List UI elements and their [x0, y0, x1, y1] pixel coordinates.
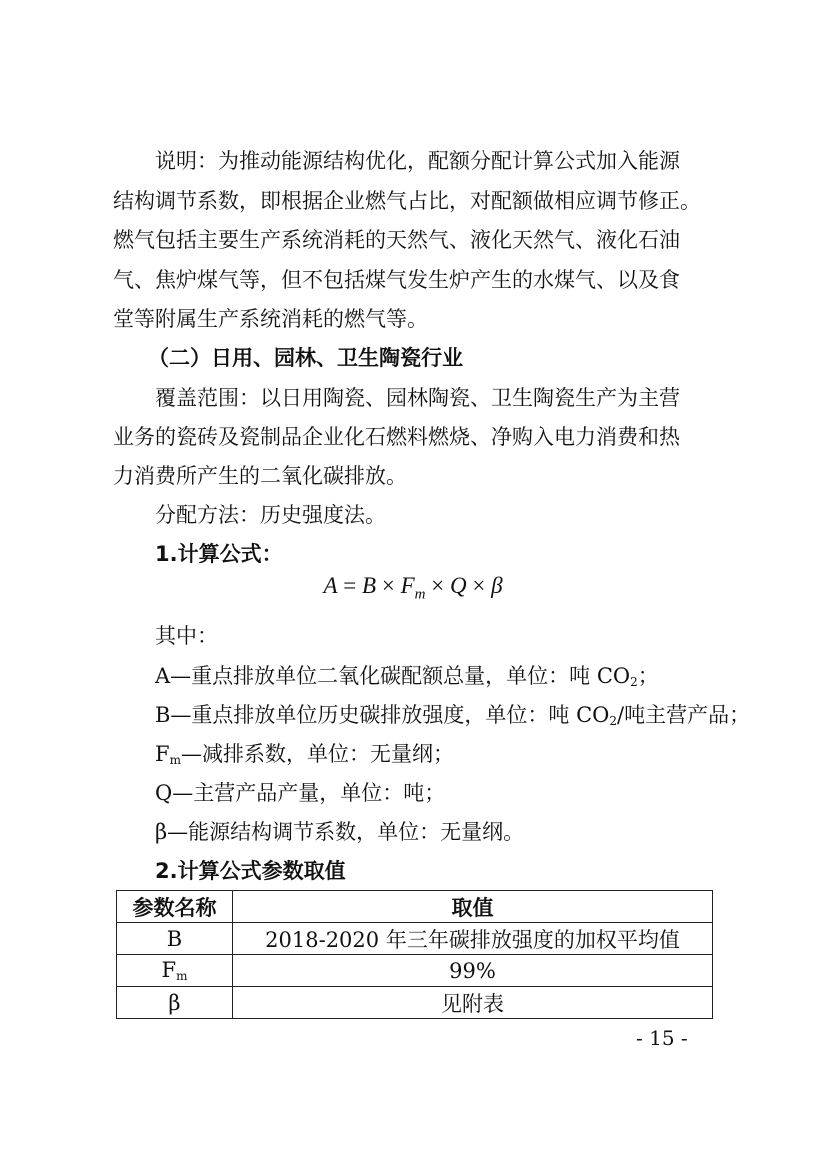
formula-times-2: × [425, 573, 450, 598]
params-heading: 2.计算公式参数取值 [155, 859, 346, 883]
definition-q: Q—主营产品产量，单位：吨； [155, 781, 446, 805]
definition-a-post: ； [637, 664, 659, 688]
formula-f: F [400, 573, 415, 598]
table-cell-name [117, 955, 233, 987]
table-header-value: 取值 [233, 891, 713, 923]
table-cell-value: 2018-2020 年三年碳排放强度的加权平均值 [233, 923, 713, 955]
formula-times-3: × [466, 573, 492, 598]
formula-heading: 1.计算公式： [155, 542, 283, 566]
method-line: 分配方法：历史强度法。 [155, 503, 386, 527]
explanation-line-3: 燃气包括主要生产系统消耗的天然气、液化天然气、液化石油 [113, 228, 680, 252]
definition-beta: β—能源结构调节系数，单位：无量纲。 [155, 820, 525, 844]
page-number: - 15 - [636, 1026, 688, 1050]
section-heading: （二）日用、园林、卫生陶瓷行业 [148, 346, 463, 370]
definition-a-sub: 2 [630, 675, 638, 689]
definition-a [155, 660, 765, 698]
table-cell-name [117, 987, 233, 1019]
explanation-line-4: 气、焦炉煤气等，但不包括煤气发生炉产生的水煤气、以及食 [113, 268, 680, 292]
formula-f-sub: m [414, 586, 426, 603]
formula-times-1: × [376, 573, 401, 598]
where-line: 其中： [155, 624, 218, 648]
explanation-line-5: 堂等附属生产系统消耗的燃气等。 [113, 307, 428, 331]
definition-f-text: F [155, 742, 170, 766]
table-cell-value: 99% [233, 955, 713, 987]
table-row [117, 987, 713, 1019]
table-row [117, 955, 713, 987]
coverage-line-3: 力消费所产生的二氧化碳排放。 [113, 464, 407, 488]
table-cell-name [117, 923, 233, 955]
explanation-line-1: 说明：为推动能源结构优化，配额分配计算公式加入能源 [155, 149, 680, 173]
table-row [117, 923, 713, 955]
formula-equals: = [337, 573, 363, 598]
definition-f-sub: m [169, 753, 181, 767]
definition-a-text: A—重点排放单位二氧化碳配额总量，单位：吨 CO [155, 664, 631, 688]
parameter-table [116, 890, 713, 1019]
formula-beta: β [491, 573, 503, 598]
coverage-line-2: 业务的瓷砖及瓷制品企业化石燃料燃烧、净购入电力消费和热 [113, 425, 680, 449]
formula [0, 573, 826, 604]
formula-b: B [362, 573, 377, 598]
formula-q: Q [449, 573, 467, 598]
definition-b-sub: 2 [609, 714, 618, 728]
table-header-name: 参数名称 [117, 891, 233, 923]
coverage-line-1: 覆盖范围：以日用陶瓷、园林陶瓷、卫生陶瓷生产为主营 [155, 386, 680, 410]
param-name: B [166, 926, 183, 951]
formula-a: A [323, 573, 338, 598]
param-name: F [161, 958, 177, 982]
definition-f [155, 738, 765, 776]
definition-b-text: B—重点排放单位历史碳排放强度，单位：吨 CO [155, 703, 610, 727]
definition-f-post: —减排系数，单位：无量纲； [180, 742, 454, 766]
table-cell-value: 见附表 [233, 987, 713, 1019]
definition-b-post: /吨主营产品； [617, 703, 751, 727]
explanation-line-2: 结构调节系数，即根据企业燃气占比，对配额做相应调节修正。 [113, 189, 701, 213]
param-name-sub: m [176, 969, 188, 983]
definition-b [155, 699, 765, 737]
param-name: β [168, 990, 181, 1015]
table-header-row [117, 891, 713, 923]
